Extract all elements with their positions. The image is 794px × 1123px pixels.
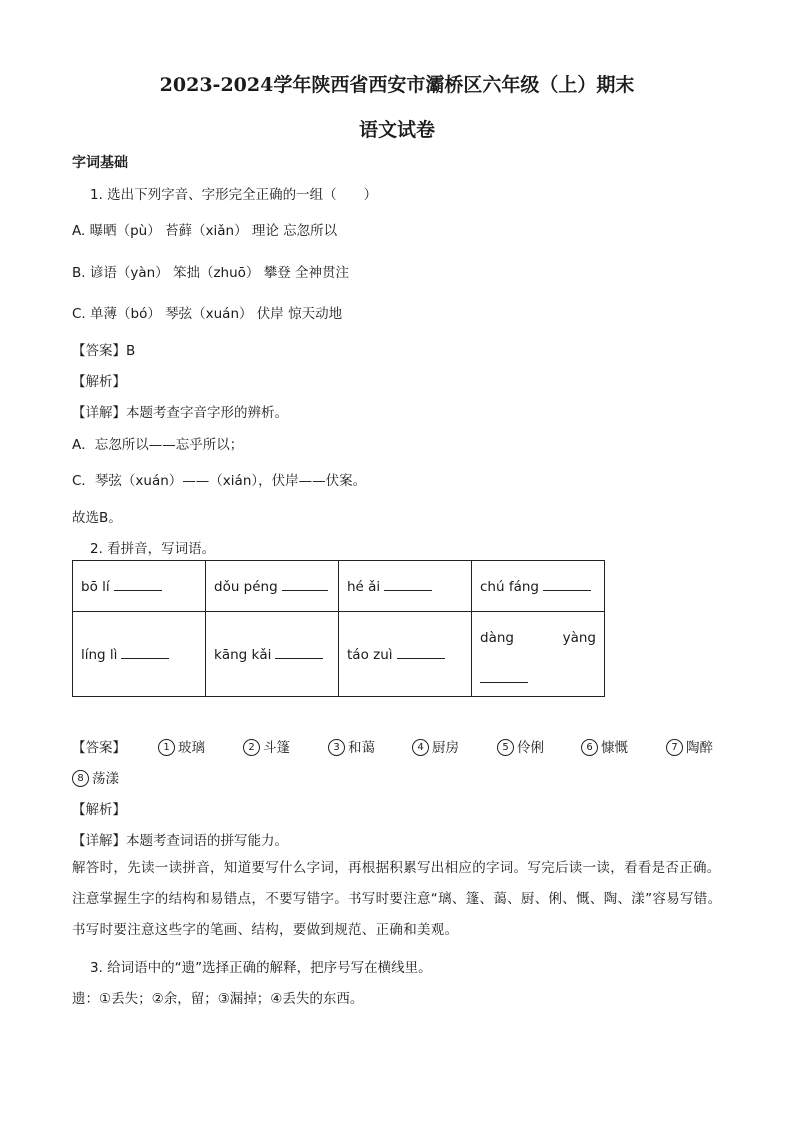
- pinyin-text: dǒu péng: [214, 578, 278, 595]
- q2-detail: 【详解】本题考查词语的拼写能力。: [72, 833, 288, 849]
- q2-explanation-paragraph: 解答时，先读一读拼音，知道要写什么字词，再根据积累写出相应的字词。写完后读一读，看看是否正确。注意掌握生字的结构和易错点，不要写错字。书写时要注意“璃、篷、蔼、厨、俐、慨、陶、漾”容易写错。书写时要注意这些字的笔画、结构，要做到规范、正确和美观。: [72, 860, 722, 938]
- answer-word: 荡漾: [92, 771, 119, 787]
- q1-explain-c: C．琴弦（xuán）——（xián），伏岸——伏案。: [72, 473, 367, 489]
- pinyin-cell-split: [472, 612, 604, 696]
- section-heading: 字词基础: [72, 155, 128, 171]
- exam-subtitle: 语文试卷: [358, 119, 435, 141]
- pinyin-cell: [206, 612, 339, 697]
- circled-number: 1: [158, 739, 175, 756]
- answer-item-4: [412, 736, 459, 757]
- q1-option-a: A. 曝晒（pù） 苔藓（xiǎn） 理论 忘忽所以: [72, 223, 338, 239]
- answer-blank[interactable]: [480, 670, 528, 683]
- pinyin-cell: [73, 612, 206, 697]
- answer-blank[interactable]: [543, 578, 591, 591]
- q3-stem: 3. 给词语中的“遗”选择正确的解释，把序号写在横线里。: [90, 960, 432, 976]
- answer-word: 玻璃: [178, 740, 205, 756]
- pinyin-cell: [472, 561, 605, 612]
- pinyin-cell: [73, 561, 206, 612]
- answer-item-8: [72, 767, 119, 788]
- pinyin-table: [72, 560, 605, 697]
- q2-analysis-tag: 【解析】: [72, 802, 126, 818]
- answer-word: 伶俐: [517, 740, 544, 756]
- pinyin-text: táo zuì: [347, 646, 393, 663]
- answer-blank[interactable]: [384, 578, 432, 591]
- q1-answer: 【答案】B: [72, 343, 136, 359]
- circled-number: 6: [581, 739, 598, 756]
- q1-option-b: B. 谚语（yàn） 笨拙（zhuō） 攀登 全神贯注: [72, 265, 349, 281]
- pinyin-text: kāng kǎi: [214, 646, 272, 663]
- answer-blank[interactable]: [275, 646, 323, 659]
- pinyin-cell: [472, 612, 605, 697]
- pinyin-cell: [206, 561, 339, 612]
- answer-word: 和蔼: [348, 740, 375, 756]
- q3-definitions: 遗：①丢失；②余，留；③漏掉；④丢失的东西。: [72, 991, 364, 1007]
- answer-word: 厨房: [432, 740, 459, 756]
- answer-word: 慷慨: [601, 740, 628, 756]
- pinyin-text: hé ǎi: [347, 578, 381, 595]
- circled-number: 8: [72, 770, 89, 787]
- pinyin-cell: [339, 561, 472, 612]
- answer-item-6: [581, 736, 628, 757]
- circled-number: 2: [243, 739, 260, 756]
- circled-number: 5: [497, 739, 514, 756]
- answer-item-5: [497, 736, 544, 757]
- circled-number: 3: [328, 739, 345, 756]
- answer-word: 斗篷: [263, 740, 290, 756]
- circled-number: 4: [412, 739, 429, 756]
- q1-stem: 1. 选出下列字音、字形完全正确的一组（ ）: [90, 187, 378, 203]
- q1-detail: 【详解】本题考查字音字形的辨析。: [72, 405, 288, 421]
- answer-item-1: [158, 736, 205, 757]
- answer-item-7: [666, 736, 713, 757]
- answer-word: 陶醉: [686, 740, 713, 756]
- pinyin-text: dàng: [480, 630, 514, 646]
- q2-answer-tag: 【答案】: [72, 740, 126, 756]
- exam-title: 2023-2024学年陕西省西安市灞桥区六年级（上）期末: [159, 74, 635, 96]
- q2-stem: 2. 看拼音，写词语。: [90, 541, 216, 557]
- q1-option-c: C. 单薄（bó） 琴弦（xuán） 伏岸 惊天动地: [72, 306, 343, 322]
- pinyin-text: líng lì: [81, 646, 118, 663]
- pinyin-cell: [339, 612, 472, 697]
- answer-item-3: [328, 736, 375, 757]
- answer-blank[interactable]: [282, 578, 328, 591]
- pinyin-text: yàng: [562, 630, 596, 646]
- answer-blank[interactable]: [397, 646, 445, 659]
- pinyin-text: chú fáng: [480, 578, 539, 595]
- q1-analysis-tag: 【解析】: [72, 374, 126, 390]
- answer-blank[interactable]: [121, 646, 169, 659]
- pinyin-text: bō lí: [81, 578, 110, 595]
- answer-item-2: [243, 736, 290, 757]
- circled-number: 7: [666, 739, 683, 756]
- answer-blank[interactable]: [114, 578, 162, 591]
- q1-explain-a: A．忘忽所以——忘乎所以；: [72, 437, 244, 453]
- q1-conclusion: 故选B。: [72, 510, 122, 526]
